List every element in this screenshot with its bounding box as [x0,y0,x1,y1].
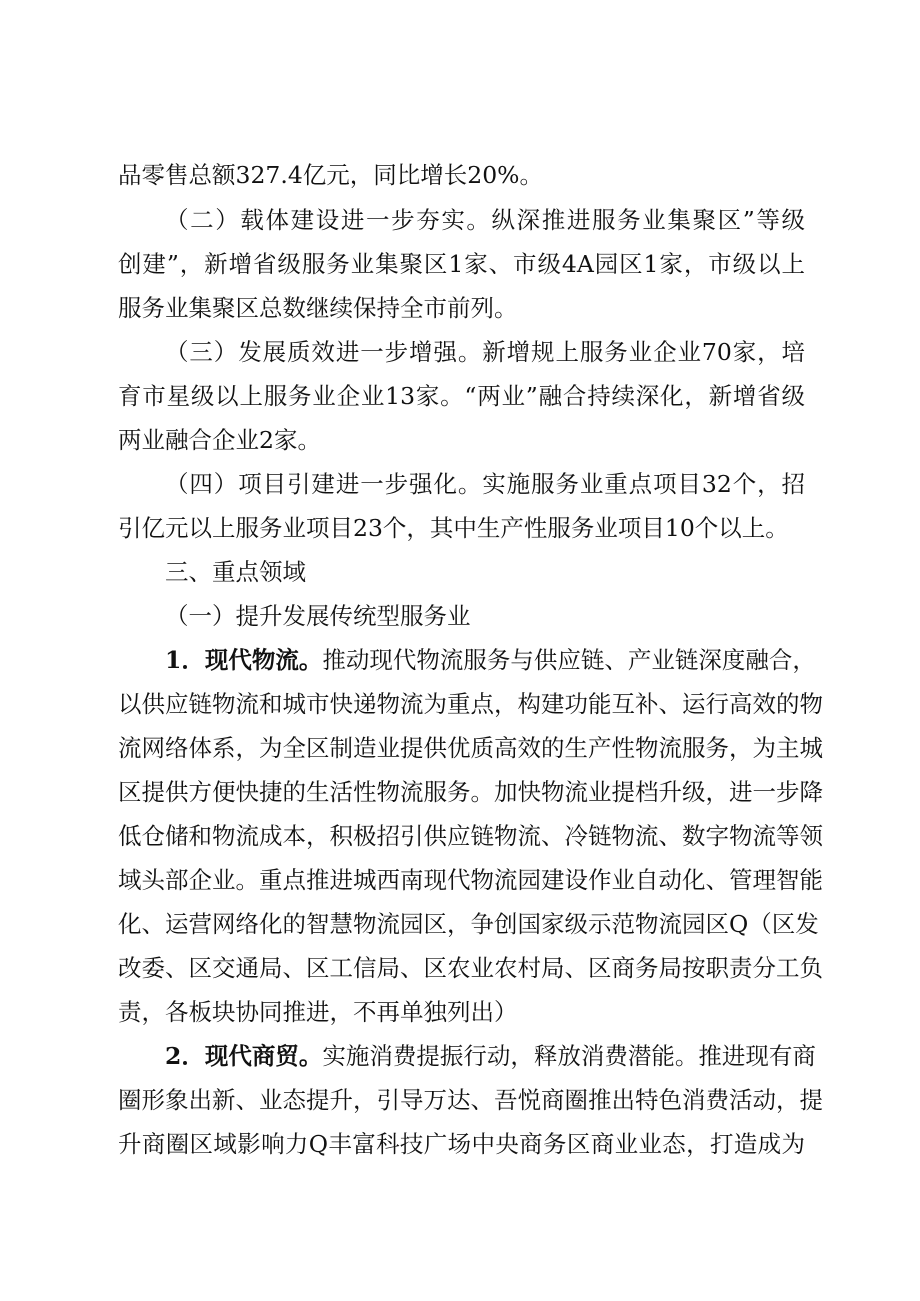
text-line: 改委、区交通局、区工信局、区农业农村局、区商务局按职责分工负 [118,954,823,982]
text-line: 低仓储和物流成本，积极招引供应链物流、冷链物流、数字物流等领 [118,822,823,850]
text-line: 化、运营网络化的智慧物流园区，争创国家级示范物流园区Q（区发 [118,910,819,938]
text-line: 升商圈区域影响力Q丰富科技广场中央商务区商业业态，打造成为 [118,1130,805,1158]
text-line: 育市星级以上服务业企业13家。“两业”融合持续深化，新增省级 [118,382,805,410]
item-text: 推动现代物流服务与供应链、产业链深度融合， [322,646,816,674]
text-line: 品零售总额327.4亿元，同比增长20%。 [118,161,544,189]
text-line: 两业融合企业2家。 [118,426,321,454]
text-line: 流网络体系，为全区制造业提供优质高效的生产性物流服务，为主城 [118,734,823,762]
item-first-line [165,1041,816,1071]
item-lead: 1．现代物流。 [165,646,323,674]
text-line: 创建”，新增省级服务业集聚区1家、市级4A园区1家，市级以上 [118,250,805,278]
text-line: 域头部企业。重点推进城西南现代物流园建设作业自动化、管理智能 [118,866,823,894]
section-heading-line: （四）项目引建进一步强化。实施服务业重点项目32个，招 [165,470,805,498]
item-text: 实施消费提振行动，释放消费潜能。推进现有商 [322,1042,816,1070]
item-lead: 2．现代商贸。 [165,1042,323,1070]
text-line: 圈形象出新、业态提升，引导万达、吾悦商圈推出特色消费活动，提 [118,1086,823,1114]
text-line: 服务业集聚区总数继续保持全市前列。 [118,294,518,322]
section-heading-line: （三）发展质效进一步增强。新增规上服务业企业70家，培 [165,338,805,366]
section-heading-line: （二）载体建设进一步夯实。纵深推进服务业集聚区”等级 [165,206,805,234]
text-line: 引亿元以上服务业项目23个，其中生产性服务业项目10个以上。 [118,514,789,542]
text-line: 区提供方便快捷的生活性物流服务。加快物流业提档升级，进一步降 [118,778,823,806]
chapter-heading: 三、重点领域 [165,558,306,586]
text-line: 以供应链物流和城市快递物流为重点，构建功能互补、运行高效的物 [118,690,823,718]
subsection-heading: （一）提升发展传统型服务业 [165,602,471,630]
item-first-line [165,645,816,675]
text-line: 责，各板块协同推进，不再单独列出） [118,998,518,1026]
